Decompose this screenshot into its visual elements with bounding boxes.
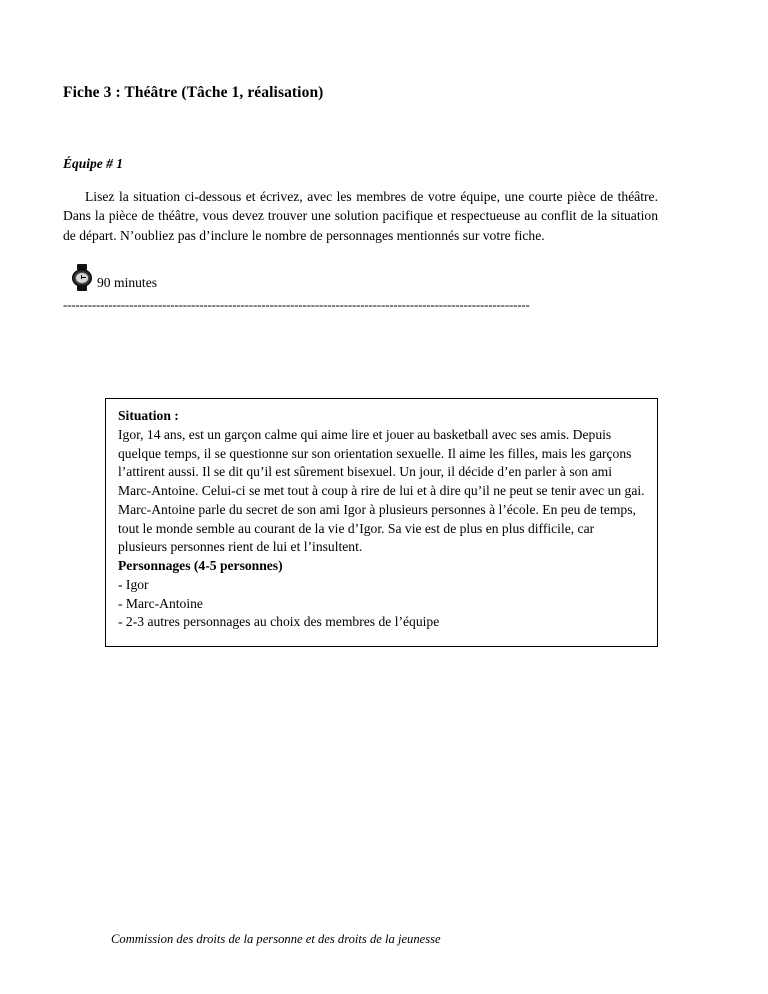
characters-heading: Personnages (4-5 personnes) [118,558,283,573]
footer-text: Commission des droits de la personne et des droits de la jeunesse [111,932,441,946]
document-content [63,84,658,311]
watch-icon [72,264,92,292]
list-item: - 2-3 autres personnages au choix des membres de l’équipe [118,614,440,630]
page-title: Fiche 3 : Théâtre (Tâche 1, réalisation) [63,84,324,101]
situation-box [105,398,658,647]
duration-row [63,262,658,292]
instructions-paragraph [63,187,658,245]
list-item: - Marc-Antoine [118,595,203,611]
list-item: - Igor [118,576,149,592]
situation-text: Igor, 14 ans, est un garçon calme qui aime lire et jouer au basketball avec ses amis. Depuis quelque temps, il se questionne sur son orientation sexuelle. Il aime les filles, mais les garçons l’attirent aussi. Il se dit qu’il est sûrement bisexuel. Un jour, il décide d’en parler à son ami Marc-Antoine. Celui-ci se met tout à coup à rire de lui et à dire qu’il ne peut se tenir avec un gai. Marc-Antoine parle du secret de son ami Igor à plusieurs personnes à l’école. En peu de temps, tout le monde semble au courant de la vie d’Igor. Sa vie est de plus en plus difficile, car plusieurs personnes rient de lui et l’insultent. [118,426,645,555]
duration-text: 90 minutes [97,275,158,291]
instructions-text: Lisez la situation ci-dessous et écrivez, avec les membres de votre équipe, une courte pièce de théâtre. Dans la pièce de théâtre, vous devez trouver une solution pacifique et respectueuse au conflit de la situation de départ. N’oubliez pas d’inclure le nombre de personnages mentionnés sur votre fiche. [63,189,658,243]
situation-label: Situation : [118,408,179,423]
section-divider: ----------------------------------------------------------------------------------------------------------------- [63,300,530,311]
team-label: Équipe # 1 [63,156,124,171]
